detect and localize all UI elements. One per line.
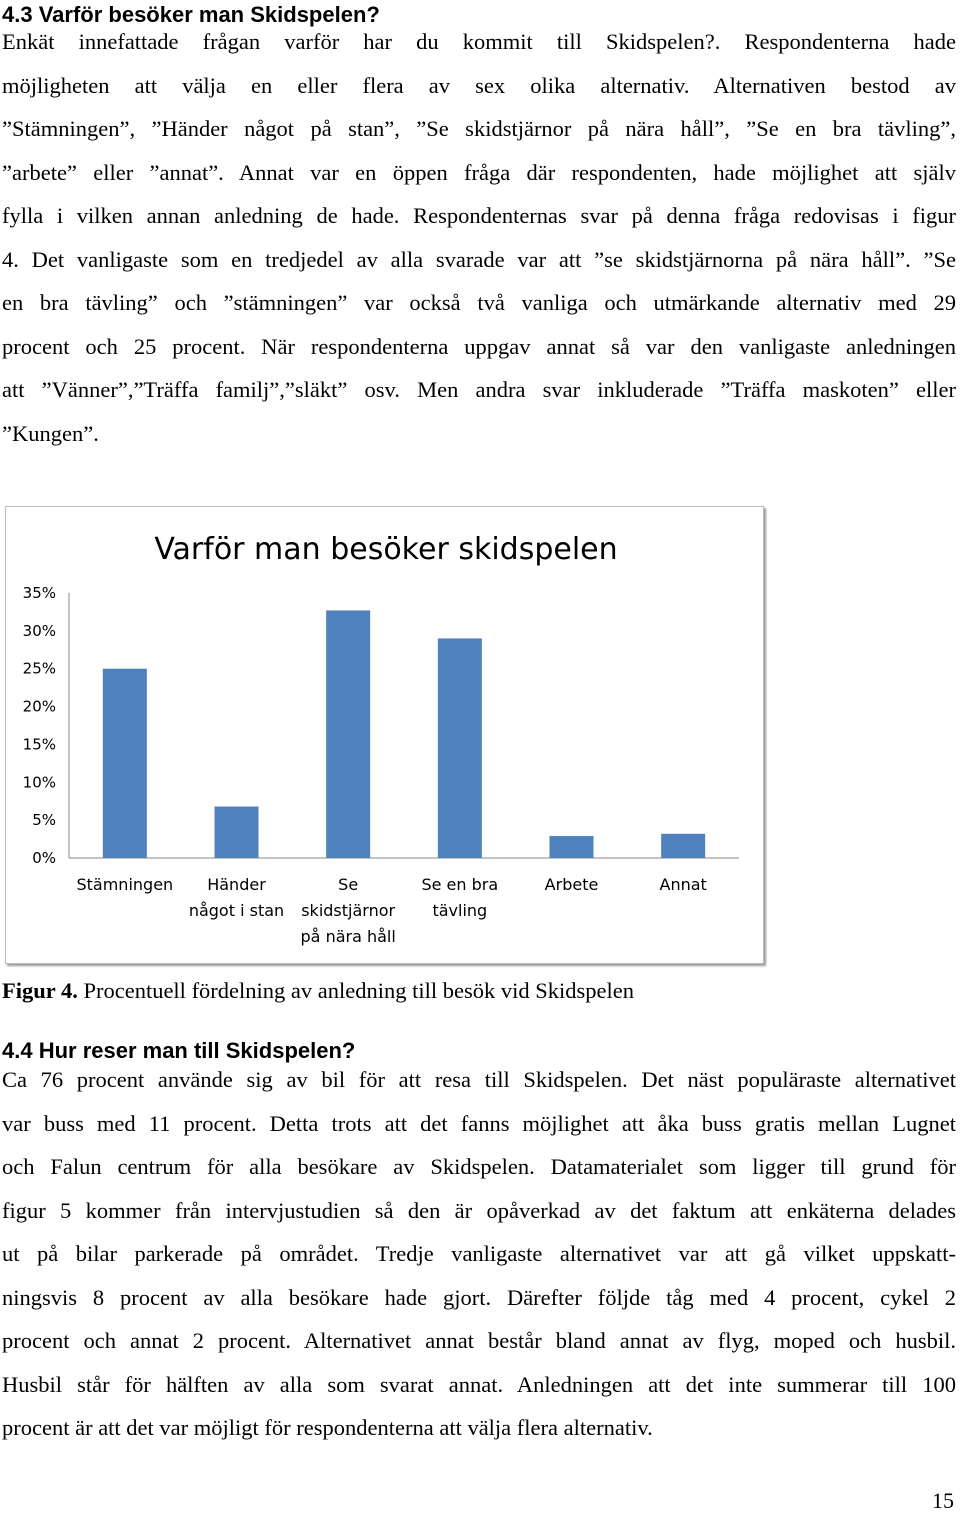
paragraph-line: procent är att det var möjligt för respondenterna att välja flera alternativ. — [2, 1415, 653, 1440]
bar — [103, 669, 147, 858]
section-heading-4-3: 4.3 Varför besöker man Skidspelen? — [2, 2, 380, 27]
section-4-3-paragraph — [2, 20, 956, 455]
y-tick-label: 5% — [32, 811, 56, 830]
paragraph-line: procent och 25 procent. När respondenterna uppgav annat så var den vanligaste anledningen — [2, 333, 956, 359]
paragraph-line: var buss med 11 procent. Detta trots att det fanns möjlighet att åka buss gratis mellan Lugnet — [2, 1110, 956, 1136]
y-tick-label: 35% — [22, 584, 56, 602]
figure-caption-text: Procentuell fördelning av anledning till besök vid Skidspelen — [77, 978, 634, 1003]
chart-title: Varför man besöker skidspelen — [154, 532, 618, 567]
paragraph-line: en bra tävling” och ”stämningen” var också två vanliga och utmärkande alternativ med 29 — [2, 290, 956, 315]
bar — [438, 638, 482, 858]
y-tick-label: 25% — [22, 659, 56, 678]
y-tick-label: 0% — [32, 849, 56, 867]
paragraph-line: och Falun centrum för alla besökare av Skidspelen. Datamaterialet som ligger till grund för — [2, 1154, 956, 1179]
paragraph-line: möjligheten att välja en eller flera av sex olika alternativ. Alternativen bestod av — [2, 72, 956, 98]
x-tick-label: Stämningen — [76, 875, 174, 894]
bar — [215, 807, 259, 858]
paragraph-line: 4. Det vanligaste som en tredjedel av alla svarade var att ”se skidstjärnorna på nära håll”. ”Se — [2, 246, 956, 272]
y-axis-ticks — [23, 584, 56, 867]
y-tick-label: 20% — [22, 697, 56, 716]
figure-caption-label: Figur 4. — [2, 978, 78, 1003]
paragraph-line: procent och annat 2 procent. Alternativet annat består bland annat av flyg, moped och husbil. — [2, 1328, 956, 1353]
y-tick-label: 15% — [22, 735, 56, 754]
bar — [326, 610, 370, 858]
y-tick-label: 10% — [22, 773, 56, 792]
bar-series — [103, 610, 705, 858]
figure-caption — [2, 976, 634, 1006]
x-tick-label: Se skidstjärnor på nära håll — [300, 875, 396, 946]
paragraph-line: figur 5 kommer från intervjustudien så den är opåverkad av det faktum att enkäterna delades — [2, 1197, 956, 1223]
x-tick-label: Annat — [659, 875, 707, 894]
paragraph-line: Ca 76 procent använde sig av bil för att resa till Skidspelen. Det näst populäraste alternativet — [2, 1067, 956, 1092]
paragraph-line: att ”Vänner”,”Träffa familj”,”släkt” osv. Men andra svar inkluderade ”Träffa maskoten” eller — [2, 377, 956, 402]
bar — [661, 834, 705, 858]
x-axis-labels — [76, 875, 706, 946]
x-tick-label: Händer något i stan — [188, 875, 285, 920]
paragraph-line: ”arbete” eller ”annat”. Annat var en öppen fråga där respondenten, hade möjlighet att själv — [2, 159, 956, 185]
paragraph-line: ut på bilar parkerade på området. Tredje vanligaste alternativet var att gå vilket uppskatt- — [2, 1241, 956, 1266]
paragraph-line: Husbil står för hälften av alla som svarat annat. Anledningen att det inte summerar till 100 — [2, 1371, 956, 1397]
page-number: 15 — [932, 1488, 954, 1513]
paragraph-line: Enkät innefattade frågan varför har du kommit till Skidspelen?. Respondenterna hade — [2, 29, 956, 54]
bar-chart — [6, 507, 763, 963]
section-heading-4-4: 4.4 Hur reser man till Skidspelen? — [2, 1038, 356, 1063]
y-tick-label: 30% — [22, 621, 56, 640]
x-tick-label: Arbete — [544, 875, 599, 894]
section-4-4-paragraph — [2, 1058, 956, 1450]
paragraph-line: ningsvis 8 procent av alla besökare hade gjort. Därefter följde tåg med 4 procent, cykel 2 — [2, 1284, 956, 1310]
paragraph-line: ”Stämningen”, ”Händer något på stan”, ”Se skidstjärnor på nära håll”, ”Se en bra tävling”, — [2, 116, 956, 141]
paragraph-line: fylla i vilken annan anledning de hade. Respondenternas svar på denna fråga redovisas i figur — [2, 203, 956, 228]
chart-container — [5, 506, 764, 964]
x-tick-label: Se en bra tävling — [421, 875, 499, 920]
bar — [550, 836, 594, 858]
paragraph-line: ”Kungen”. — [2, 420, 99, 446]
